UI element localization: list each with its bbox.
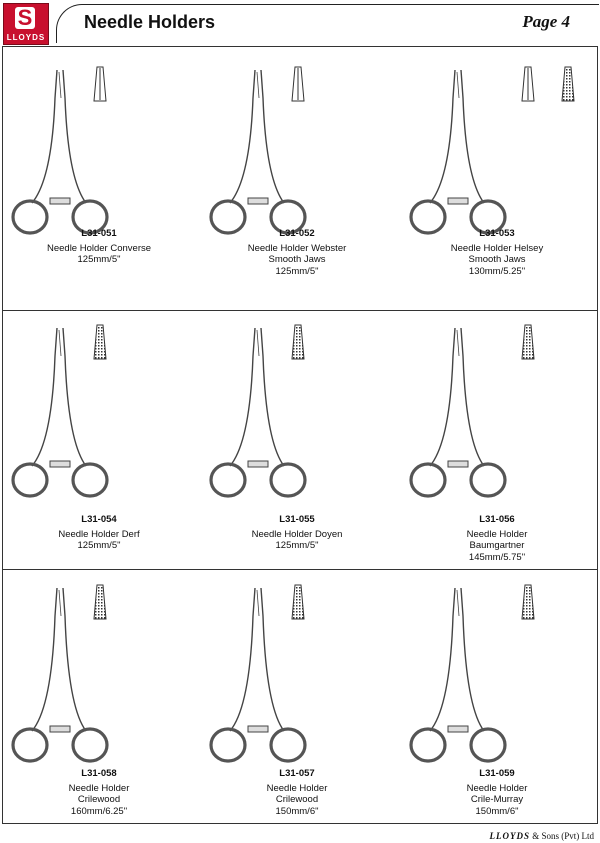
product-description: Needle Holder Derf	[58, 528, 140, 540]
needle-holder-illustration	[408, 322, 518, 507]
jaw-detail-icon	[520, 584, 536, 625]
product-code: L31-056	[479, 514, 515, 525]
product-description: Baumgartner	[469, 540, 525, 551]
product-description: Crilewood	[275, 794, 319, 805]
footer-brand: LLOYDS	[489, 831, 530, 841]
product-label	[198, 228, 396, 277]
product-description: Needle Holder Doyen	[251, 528, 343, 540]
product-description: Needle Holder Converse	[46, 242, 152, 254]
product-description: Crile-Murray	[470, 794, 524, 805]
product-label	[198, 768, 396, 817]
jaw-detail-icon	[92, 66, 108, 107]
product-description: 130mm/5.25"	[468, 265, 526, 277]
product-description: Needle Holder	[466, 528, 528, 540]
s-emblem-icon: S	[15, 7, 35, 29]
jaw-detail-icon	[520, 324, 536, 365]
brand-name: LLOYDS	[6, 33, 46, 42]
product-description: Needle Holder Webster	[247, 242, 347, 254]
product-description: 160mm/6.25"	[70, 805, 128, 817]
product-code: L31-054	[81, 514, 117, 525]
product-description: Needle Holder Helsey	[450, 242, 544, 254]
product-label	[0, 228, 198, 266]
jaw-detail-icon	[92, 584, 108, 625]
jaw-detail-icon	[290, 584, 306, 625]
row-divider	[3, 569, 597, 570]
jaw-detail-icon	[520, 66, 536, 107]
jaw-detail-icon	[560, 66, 576, 107]
product-label	[0, 768, 198, 817]
product-code: L31-058	[81, 768, 117, 779]
product-label	[198, 514, 396, 552]
jaw-detail-icon	[290, 66, 306, 107]
product-code: L31-057	[279, 768, 315, 779]
product-label	[0, 514, 198, 552]
footer-company	[489, 831, 594, 841]
product-code: L31-051	[81, 228, 117, 239]
product-description: Smooth Jaws	[468, 254, 526, 265]
jaw-detail-icon	[290, 324, 306, 365]
product-description: Smooth Jaws	[268, 254, 326, 265]
product-label	[398, 228, 596, 277]
product-description: Needle Holder	[466, 782, 528, 794]
product-description: 150mm/6"	[275, 805, 319, 817]
product-code: L31-059	[479, 768, 515, 779]
product-code: L31-053	[479, 228, 515, 239]
product-description: Needle Holder	[68, 782, 130, 794]
page-title: Needle Holders	[84, 12, 216, 32]
product-description: Needle Holder	[266, 782, 328, 794]
product-code: L31-055	[279, 514, 315, 525]
product-description: 125mm/5"	[275, 265, 319, 277]
product-description: Crilewood	[77, 794, 121, 805]
product-code: L31-052	[279, 228, 315, 239]
product-description: 145mm/5.75"	[468, 551, 526, 563]
needle-holder-illustration	[408, 64, 518, 244]
row-divider	[3, 310, 597, 311]
needle-holder-illustration	[408, 582, 518, 772]
footer-rest: & Sons (Pvt) Ltd	[532, 831, 594, 841]
product-label	[398, 768, 596, 817]
product-label	[398, 514, 596, 563]
page-number: Page 4	[522, 12, 570, 31]
product-description: 150mm/6"	[475, 805, 519, 817]
jaw-detail-icon	[92, 324, 108, 365]
product-description: 125mm/5"	[275, 540, 319, 551]
product-description: 125mm/5"	[77, 540, 121, 551]
product-description: 125mm/5"	[77, 254, 121, 265]
lloyds-logo	[3, 3, 49, 45]
